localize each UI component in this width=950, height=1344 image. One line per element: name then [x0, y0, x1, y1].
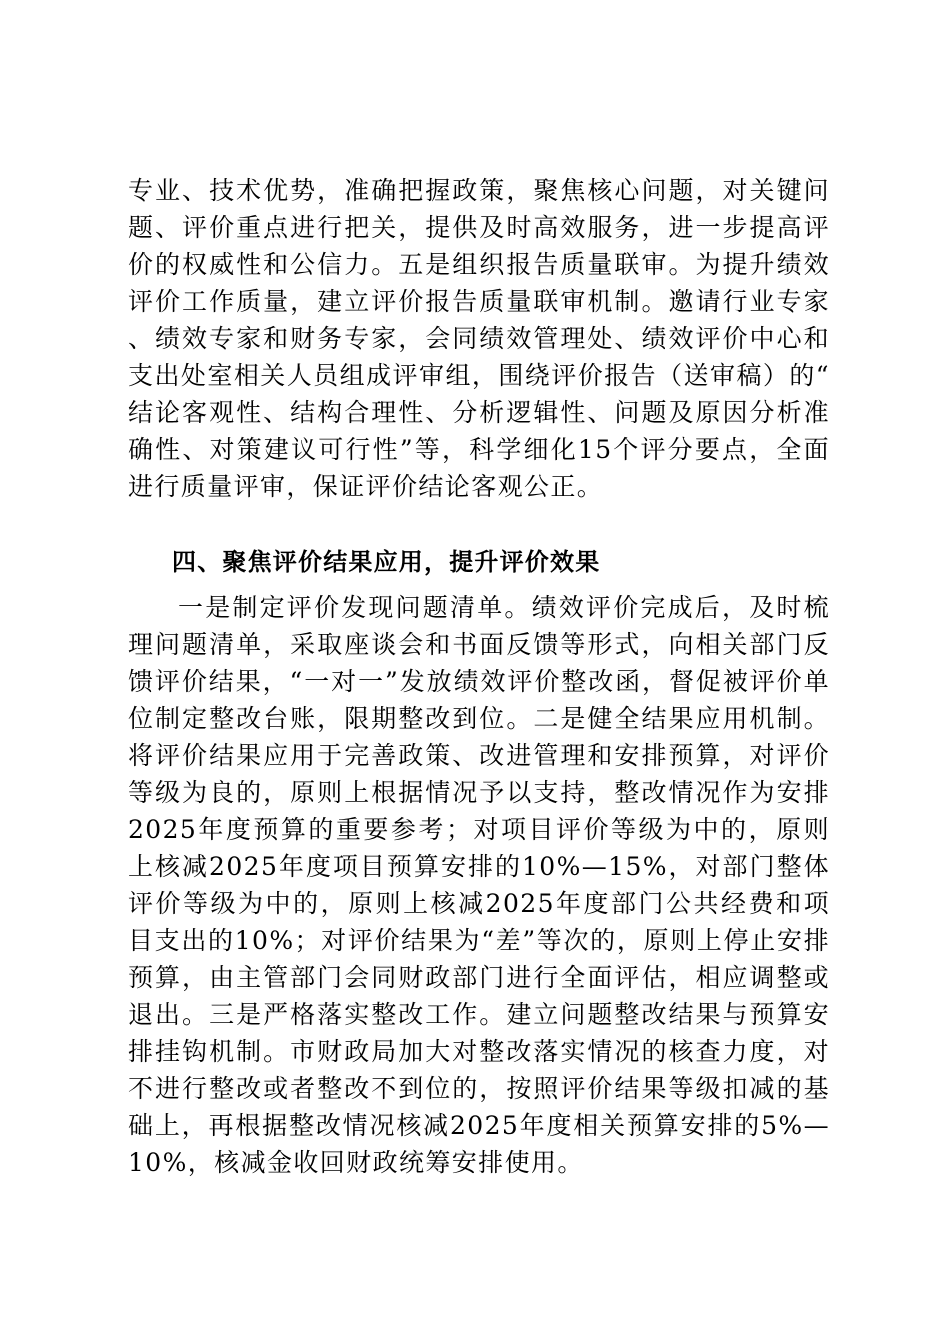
- section-heading: 四、聚焦评价结果应用，提升评价效果: [172, 548, 601, 576]
- heading-spacing: [128, 581, 830, 589]
- document-page: [128, 172, 830, 1181]
- paragraph-continued: 专业、技术优势，准确把握政策，聚焦核心问题，对关键问题、评价重点进行把关，提供及时高效服务，进一步提高评价的权威性和公信力。五是组织报告质量联审。为提升绩效评价工作质量，建立评价报告质量联审机制。邀请行业专家、绩效专家和财务专家，会同绩效管理处、绩效评价中心和支出处室相关人员组成评审组，围绕评价报告（送审稿）的“结论客观性、结构合理性、分析逻辑性、问题及原因分析准确性、对策建议可行性”等，科学细化15个评分要点，全面进行质量评审，保证评价结论客观公正。: [128, 176, 830, 501]
- paragraph-results-application: 一是制定评价发现问题清单。绩效评价完成后，及时梳理问题清单，采取座谈会和书面反馈等形式，向相关部门反馈评价结果，“一对一”发放绩效评价整改函，督促被评价单位制定整改台账，限期整改到位。二是健全结果应用机制。将评价结果应用于完善政策、改进管理和安排预算，对评价等级为良的，原则上根据情况予以支持，整改情况作为安排2025年度预算的重要参考；对项目评价等级为中的，原则上核减2025年度项目预算安排的10%—15%，对部门整体评价等级为中的，原则上核减2025年度部门公共经费和项目支出的10%；对评价结果为“差”等次的，原则上停止安排预算，由主管部门会同财政部门进行全面评估，相应调整或退出。三是严格落实整改工作。建立问题整改结果与预算安排挂钩机制。市财政局加大对整改落实情况的核查力度，对不进行整改或者整改不到位的，按照评价结果等级扣减的基础上，再根据整改情况核减2025年度相关预算安排的5%—10%，核减金收回财政统筹安排使用。: [128, 593, 830, 1177]
- paragraph-spacing: [128, 505, 830, 544]
